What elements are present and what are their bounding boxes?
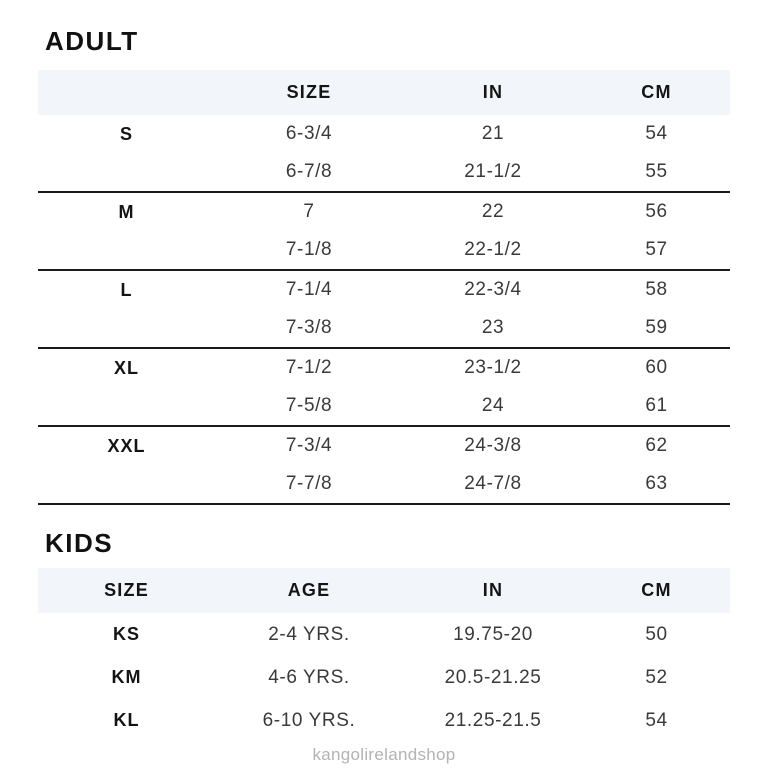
kids-header-row xyxy=(38,568,730,613)
kids-header-age: AGE xyxy=(215,568,403,613)
size-label-cell xyxy=(38,153,215,192)
table-row xyxy=(38,270,730,309)
table-row xyxy=(38,192,730,231)
size-value-cell: 7-7/8 xyxy=(215,465,403,504)
size-value-cell: 7-3/4 xyxy=(285,435,333,456)
table-row xyxy=(38,348,730,387)
table-row xyxy=(38,387,730,426)
kids-section-title: KIDS xyxy=(45,528,114,558)
table-row xyxy=(38,231,730,270)
watermark-text: kangolirelandshop xyxy=(312,745,456,764)
kids-table-body xyxy=(38,613,730,742)
size-label-cell: M xyxy=(118,201,135,222)
size-label-cell: S xyxy=(119,123,133,144)
adult-section-title: ADULT xyxy=(45,26,139,56)
size-label-cell: XL xyxy=(113,357,139,378)
inches-cell: 23-1/2 xyxy=(464,357,522,378)
inches-cell: 24-7/8 xyxy=(403,465,583,504)
size-label-cell xyxy=(38,309,215,348)
kids-header-cm: CM xyxy=(583,568,730,613)
size-label-cell xyxy=(38,387,215,426)
cm-cell: 60 xyxy=(645,357,668,378)
size-label-cell: L xyxy=(120,279,133,300)
cm-cell: 54 xyxy=(645,709,668,731)
table-row xyxy=(38,426,730,465)
adult-size-table xyxy=(38,70,730,505)
size-label-cell: KM xyxy=(111,667,142,687)
cm-cell: 58 xyxy=(645,279,668,300)
table-row xyxy=(38,613,730,656)
inches-cell: 23 xyxy=(403,309,583,348)
cm-cell: 55 xyxy=(583,153,730,192)
cm-cell: 62 xyxy=(645,435,668,456)
adult-header-row xyxy=(38,70,730,115)
size-label-cell xyxy=(38,231,215,270)
size-value-cell: 7-1/8 xyxy=(215,231,403,270)
table-row xyxy=(38,656,730,699)
size-value-cell: 6-3/4 xyxy=(285,123,333,144)
adult-header-size: SIZE xyxy=(215,70,403,115)
inches-cell: 19.75-20 xyxy=(453,623,533,645)
kids-table-header xyxy=(38,568,730,613)
size-label-cell: KS xyxy=(112,624,140,644)
adult-table-body xyxy=(38,115,730,504)
table-row xyxy=(38,699,730,742)
age-cell: 6-10 YRS. xyxy=(262,709,356,731)
adult-header-in: IN xyxy=(403,70,583,115)
inches-cell: 21 xyxy=(481,123,505,144)
inches-cell: 24 xyxy=(403,387,583,426)
size-value-cell: 7-3/8 xyxy=(215,309,403,348)
inches-cell: 21.25-21.5 xyxy=(444,709,542,731)
cm-cell: 50 xyxy=(645,623,668,645)
inches-cell: 22-3/4 xyxy=(464,279,522,300)
size-value-cell: 7-1/4 xyxy=(285,279,333,300)
size-value-cell: 7-1/2 xyxy=(285,357,333,378)
cm-cell: 59 xyxy=(583,309,730,348)
size-value-cell: 7 xyxy=(303,201,315,222)
inches-cell: 22 xyxy=(481,201,505,222)
size-label-cell: XXL xyxy=(107,435,146,456)
table-row xyxy=(38,465,730,504)
adult-header-blank xyxy=(38,70,215,115)
kids-size-table xyxy=(38,568,730,742)
size-label-cell: KL xyxy=(113,710,140,730)
size-value-cell: 6-7/8 xyxy=(215,153,403,192)
kids-header-size: SIZE xyxy=(38,568,215,613)
cm-cell: 54 xyxy=(645,123,668,144)
kids-header-in: IN xyxy=(403,568,583,613)
inches-cell: 22-1/2 xyxy=(403,231,583,270)
age-cell: 2-4 YRS. xyxy=(268,623,350,645)
adult-header-cm: CM xyxy=(583,70,730,115)
size-label-cell xyxy=(38,465,215,504)
size-value-cell: 7-5/8 xyxy=(215,387,403,426)
inches-cell: 21-1/2 xyxy=(403,153,583,192)
cm-cell: 56 xyxy=(645,201,668,222)
cm-cell: 52 xyxy=(645,666,668,688)
cm-cell: 57 xyxy=(583,231,730,270)
table-row xyxy=(38,153,730,192)
cm-cell: 63 xyxy=(583,465,730,504)
adult-table-header xyxy=(38,70,730,115)
table-row xyxy=(38,115,730,153)
cm-cell: 61 xyxy=(583,387,730,426)
table-row xyxy=(38,309,730,348)
inches-cell: 24-3/8 xyxy=(464,435,522,456)
inches-cell: 20.5-21.25 xyxy=(444,666,542,688)
age-cell: 4-6 YRS. xyxy=(268,666,350,688)
